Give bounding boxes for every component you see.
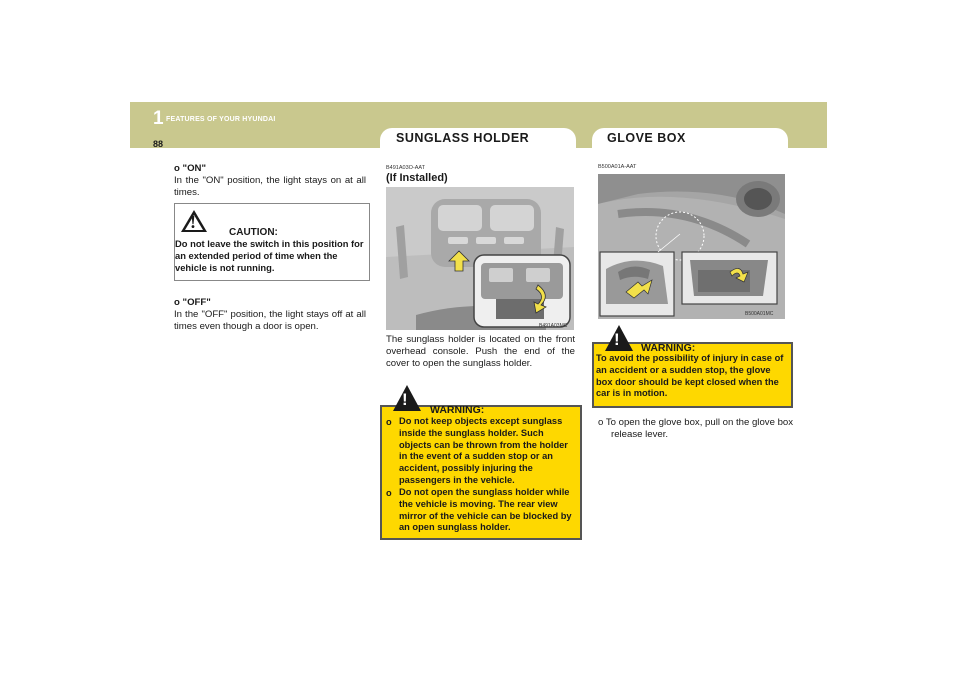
image-code-glovebox: B500A01MC (745, 311, 774, 317)
section-title-sunglass: SUNGLASS HOLDER (396, 131, 530, 145)
section-code-sunglass: B491A03O-AAT (386, 165, 426, 171)
sunglass-body-text: The sunglass holder is located on the front overhead console. Push the end of the cover to open the sunglass holder. (386, 334, 575, 370)
overhead-console-illustration (386, 187, 574, 330)
chapter-title: FEATURES OF YOUR HYUNDAI (166, 116, 276, 123)
glove-box-illustration (598, 174, 785, 319)
exclamation-icon-glovebox: ! (614, 330, 620, 349)
off-heading: o "OFF" (174, 297, 211, 308)
sunglass-warning-title: WARNING: (430, 404, 485, 416)
exclamation-icon-sunglass: ! (402, 390, 408, 409)
off-text: In the "OFF" position, the light stays off at all times even though a door is open. (174, 309, 366, 332)
exclamation-icon: ! (190, 212, 196, 232)
image-code-sunglass: B491A03MC (539, 323, 568, 329)
sunglass-holder-image (386, 187, 574, 330)
sunglass-warning-item-1: Do not keep objects except sunglass inside the sunglass holder. Such objects can be thrown from the holder in the event of a sudden stop or an accident, possibly injuring the passengers in the vehicle. (399, 416, 568, 485)
glovebox-warning-title: WARNING: (641, 342, 696, 354)
glovebox-instruction: o To open the glove box, pull on the glove box release lever. (598, 417, 794, 440)
chapter-number: 1 (153, 108, 164, 129)
subtitle-if-installed: (If Installed) (386, 172, 448, 184)
glove-box-image (598, 174, 785, 319)
section-code-glovebox: B500A01A-AAT (598, 164, 637, 170)
caution-text: Do not leave the switch in this position for an extended period of time when the vehicle is not running. (175, 238, 364, 273)
caution-title: CAUTION: (229, 227, 278, 238)
on-heading: o "ON" (174, 163, 207, 174)
sunglass-warning-item-2: Do not open the sunglass holder while the vehicle is moving. The rear view mirror of the vehicle can be blocked by an open sunglass holder. (399, 487, 572, 533)
warning-bullet-1: o (386, 417, 392, 427)
section-title-glovebox: GLOVE BOX (607, 131, 686, 145)
on-text: In the "ON" position, the light stays on at all times. (174, 175, 366, 198)
page-number: 88 (153, 139, 164, 149)
warning-bullet-2: o (386, 488, 392, 498)
glovebox-warning-text: To avoid the possibility of injury in case of an accident or a sudden stop, the glove box door should be kept closed when the car is in motion. (596, 353, 784, 399)
